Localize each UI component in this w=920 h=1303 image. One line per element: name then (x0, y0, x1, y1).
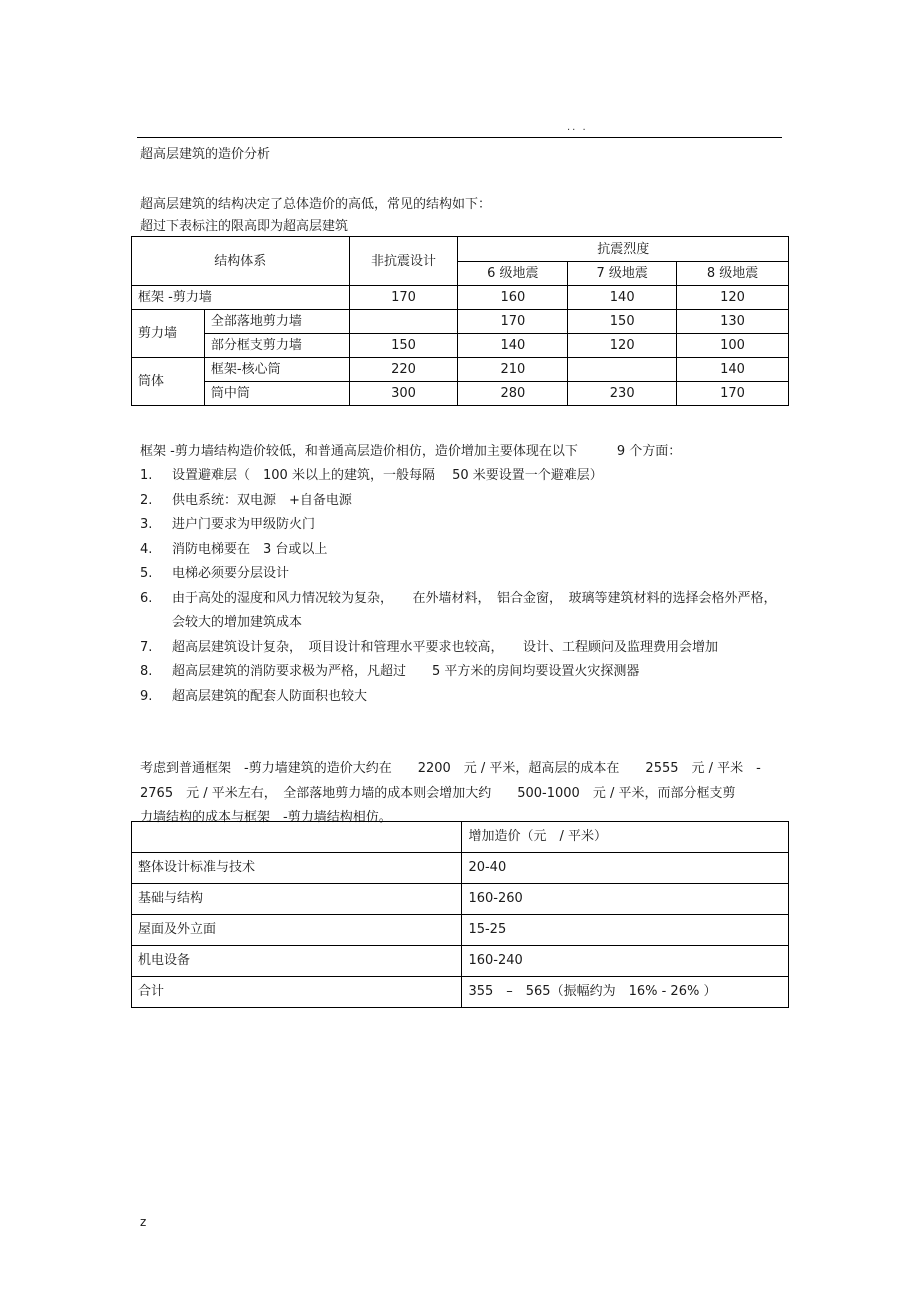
cost-item: 屋面及外立面 (132, 915, 462, 946)
row-sub-label: 框架-核心筒 (204, 358, 349, 382)
list-number: 8. (140, 664, 153, 679)
header-cost-label: 增加造价（元 / 平米） (462, 822, 789, 853)
header-deg6: 6 级地震 (458, 262, 568, 286)
cost-item: 机电设备 (132, 946, 462, 977)
table-row (132, 382, 789, 406)
cell-deg8: 100 (677, 334, 789, 358)
header-seismic: 抗震烈度 (458, 237, 789, 262)
cost-paragraph-line-2: 2765 元 / 平米左右， 全部落地剪力墙的成本则会增加大约 500-1000 元 / 平米，而部分框支剪 (140, 786, 736, 801)
header-blank (132, 822, 462, 853)
list-number: 4. (140, 541, 153, 557)
intro-line-2: 超过下表标注的限高即为超高层建筑 (140, 219, 349, 234)
list-number: 2. (140, 492, 153, 508)
list-item (140, 562, 780, 587)
table-row (132, 334, 789, 358)
table-row (132, 853, 789, 884)
cell-deg7: 150 (568, 310, 677, 334)
list-number: 1. (140, 468, 153, 483)
list-text: 电梯必须要分层设计 (172, 566, 290, 581)
header-non-seismic: 非抗震设计 (349, 237, 458, 286)
cell-deg6: 160 (458, 286, 568, 310)
cell-deg8: 140 (677, 358, 789, 382)
list-number: 9. (140, 688, 153, 704)
footer-mark: z (140, 1215, 147, 1229)
cost-item: 基础与结构 (132, 884, 462, 915)
cost-increase-table (131, 821, 789, 1008)
list-item (140, 660, 780, 685)
header-deg8: 8 级地震 (677, 262, 789, 286)
table-row (132, 884, 789, 915)
row-sub-label: 全部落地剪力墙 (204, 310, 349, 334)
cost-item: 整体设计标准与技术 (132, 853, 462, 884)
table-header-row (132, 822, 789, 853)
list-text: 进户门要求为甲级防火门 (172, 517, 316, 532)
row-sub-label: 筒中筒 (204, 382, 349, 406)
intro-line-1: 超高层建筑的结构决定了总体造价的高低，常见的结构如下： (140, 197, 492, 212)
cell-deg8: 170 (677, 382, 789, 406)
row-label: 框架 -剪力墙 (132, 286, 350, 310)
cell-deg6: 280 (458, 382, 568, 406)
cell-non-seismic: 220 (349, 358, 458, 382)
header-mark: .. . (567, 122, 588, 133)
cell-deg8: 130 (677, 310, 789, 334)
list-text: 设置避难层（ 100 米以上的建筑，一般每隔 50 米要设置一个避难层） (172, 468, 603, 483)
table-row (132, 946, 789, 977)
list-number: 7. (140, 639, 153, 655)
list-item (140, 464, 780, 489)
list-number: 6. (140, 590, 153, 606)
cell-deg6: 140 (458, 334, 568, 358)
cost-paragraph-line-3: 力墙结构的成本与框架 -剪力墙结构相仿。 (140, 810, 392, 825)
height-limit-table (131, 236, 789, 406)
cost-paragraph-line-1: 考虑到普通框架 -剪力墙建筑的造价大约在 2200 元 / 平米，超高层的成本在 2555 元 / 平米 - (140, 761, 761, 776)
header-rule (137, 137, 782, 138)
list-text: 由于高处的湿度和风力情况较为复杂， 在外墙材料， 铝合金窗， 玻璃等建筑材料的选择会格外严格，会较大的增加建筑成本 (172, 590, 777, 630)
header-structure: 结构体系 (132, 237, 350, 286)
row-group-label: 筒体 (132, 358, 205, 406)
table-row (132, 915, 789, 946)
row-group-label: 剪力墙 (132, 310, 205, 358)
cell-non-seismic (349, 310, 458, 334)
header-deg7: 7 级地震 (568, 262, 677, 286)
table-row (132, 358, 789, 382)
cost-value: 20-40 (462, 853, 789, 884)
cell-deg6: 210 (458, 358, 568, 382)
table-row (132, 977, 789, 1008)
table-row (132, 286, 789, 310)
list-item (140, 538, 780, 563)
reasons-intro: 框架 -剪力墙结构造价较低，和普通高层造价相仿，造价增加主要体现在以下 9 个方面： (140, 444, 682, 459)
list-text: 超高层建筑设计复杂， 项目设计和管理水平要求也较高， 设计、工程顾问及监理费用会增加 (172, 639, 719, 655)
cost-value: 160-240 (462, 946, 789, 977)
table-row (132, 310, 789, 334)
cost-value: 15-25 (462, 915, 789, 946)
list-item (140, 513, 780, 538)
cell-deg8: 120 (677, 286, 789, 310)
list-text: 供电系统：双电源 +自备电源 (172, 492, 352, 508)
list-item (140, 636, 780, 661)
cell-non-seismic: 150 (349, 334, 458, 358)
cost-item: 合计 (132, 977, 462, 1008)
cost-value: 160-260 (462, 884, 789, 915)
cell-deg7: 120 (568, 334, 677, 358)
list-number: 5. (140, 566, 153, 581)
cell-non-seismic: 300 (349, 382, 458, 406)
list-text: 消防电梯要在 3 台或以上 (172, 541, 328, 557)
cost-value: 355 – 565（振幅约为 16% - 26% ） (462, 977, 789, 1008)
document-title: 超高层建筑的造价分析 (140, 147, 271, 162)
reasons-list (140, 464, 780, 709)
cell-deg6: 170 (458, 310, 568, 334)
row-sub-label: 部分框支剪力墙 (204, 334, 349, 358)
list-item (140, 587, 780, 636)
cell-deg7 (568, 358, 677, 382)
list-item (140, 489, 780, 514)
cell-deg7: 140 (568, 286, 677, 310)
list-number: 3. (140, 517, 153, 532)
cell-non-seismic: 170 (349, 286, 458, 310)
list-text: 超高层建筑的配套人防面积也较大 (172, 688, 368, 704)
cell-deg7: 230 (568, 382, 677, 406)
list-item (140, 685, 780, 710)
list-text: 超高层建筑的消防要求极为严格，凡超过 5 平方米的房间均要设置火灾探测器 (172, 664, 640, 679)
